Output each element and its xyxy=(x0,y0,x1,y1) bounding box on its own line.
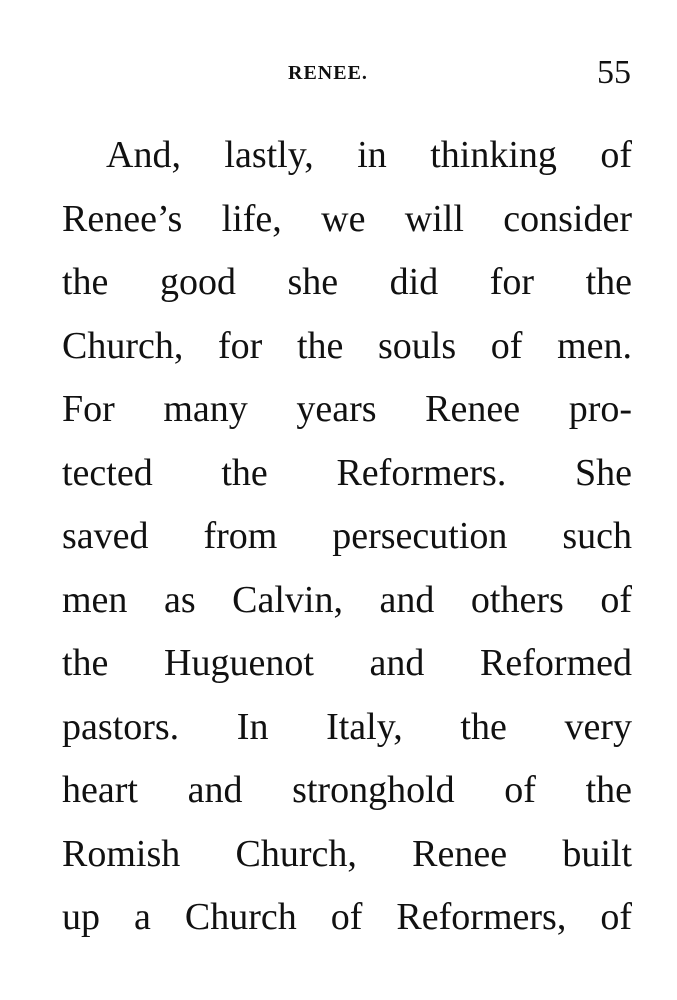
text-line: the good she did for the xyxy=(62,261,632,303)
body-text xyxy=(62,127,632,953)
text-line: tected the Reformers. She xyxy=(62,451,632,494)
text-line: And, lastly, in thinking of xyxy=(106,134,632,176)
text-line: men as Calvin, and others of xyxy=(62,578,632,621)
text-line: pastors. In Italy, the very xyxy=(62,705,632,748)
text-line: Renee’s life, we will consider xyxy=(62,197,632,240)
text-line: saved from persecution such xyxy=(62,515,632,557)
running-title: RENEE. xyxy=(288,62,368,84)
page-number: 55 xyxy=(597,54,631,91)
text-line: heart and stronghold of the xyxy=(62,769,632,811)
text-line: the Huguenot and Reformed xyxy=(62,642,632,684)
text-line: up a Church of Reformers, of xyxy=(62,896,632,938)
text-line: For many years Renee pro- xyxy=(62,388,632,430)
text-line: Church, for the souls of men. xyxy=(62,324,632,367)
running-head xyxy=(0,54,677,94)
text-line: Romish Church, Renee built xyxy=(62,832,632,875)
